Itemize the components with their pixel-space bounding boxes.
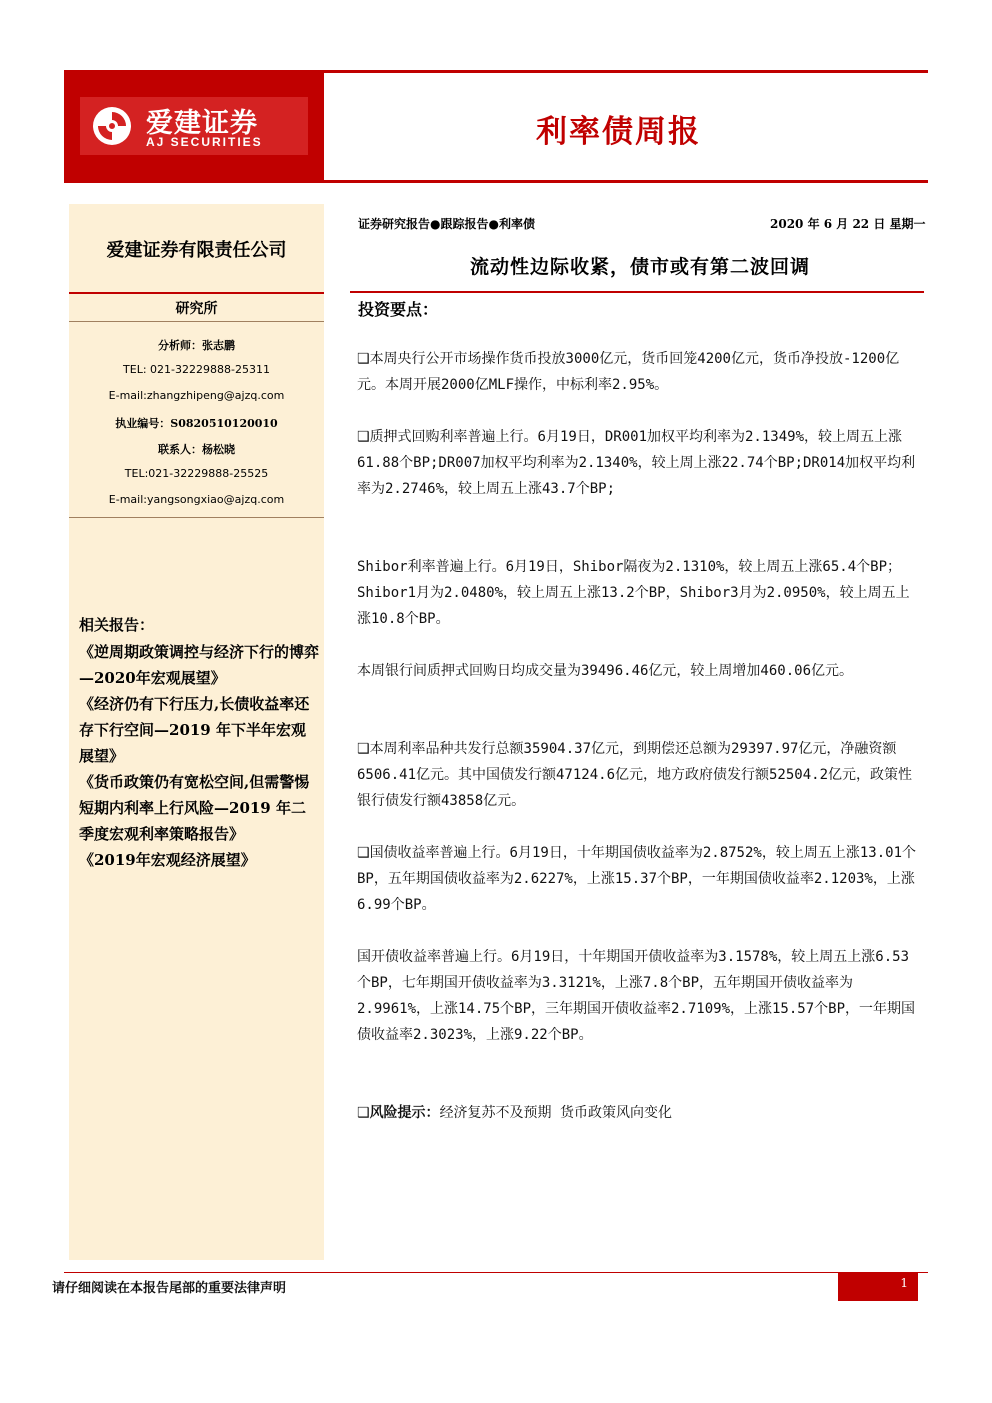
paragraph-repo-rates <box>357 424 917 502</box>
checkbox-bullet-icon: ❑ <box>357 429 370 445</box>
logo-block <box>64 73 324 180</box>
paragraph-text: 国债收益率普遍上行。6月19日，十年期国债收益率为2.8752%，较上周五上涨13.01个BP，五年期国债收益率为2.6227%，上涨15.37个BP，一年期国债收益率2.1203%，上涨6.99个BP。 <box>357 845 916 913</box>
checkbox-bullet-icon: ❑ <box>357 845 370 861</box>
checkbox-bullet-icon: ❑ <box>357 741 370 757</box>
analyst-email: E-mail:zhangzhipeng@ajzq.com <box>108 389 285 402</box>
analyst-phone: TEL: 021-32229888-25311 <box>123 363 270 376</box>
paragraph-risk <box>357 1100 917 1126</box>
header-rule <box>64 180 928 183</box>
related-report-item[interactable]: 《经济仍有下行压力,长债收益率还存下行空间—2019 年下半年宏观展望》 <box>79 695 310 765</box>
paragraph-text: 本周央行公开市场操作货币投放3000亿元，货币回笼4200亿元，货币净投放-1200亿元。本周开展2000亿MLF操作，中标利率2.95%。 <box>357 351 900 393</box>
title-rule <box>350 291 924 293</box>
paragraph-text: 质押式回购利率普遍上行。6月19日，DR001加权平均利率为2.1349%，较上周五上涨61.88个BP;DR007加权平均利率为2.1340%，较上周上涨22.74个BP;DR014加权平均利率为2.2746%，较上周五上涨43.7个BP; <box>357 429 916 497</box>
sidebar-divider <box>69 517 324 518</box>
key-points-heading: 投资要点： <box>358 300 439 319</box>
report-type-title: 利率债周报 <box>536 114 701 150</box>
sidebar <box>69 204 324 1260</box>
checkbox-bullet-icon: ❑ <box>357 351 370 367</box>
footer-rule <box>64 1272 928 1273</box>
contact-email: E-mail:yangsongxiao@ajzq.com <box>108 493 285 506</box>
contact-name: 联系人：杨松晓 <box>158 443 235 456</box>
paragraph-repo-volume <box>357 658 917 684</box>
contact-phone: TEL:021-32229888-25525 <box>124 467 269 480</box>
logo-mark-icon <box>92 106 132 146</box>
report-date: 2020 年 6 月 22 日 星期一 <box>770 217 926 231</box>
paragraph-text: 国开债收益率普遍上行。6月19日，十年期国开债收益率为3.1578%，较上周五上涨6.53个BP，七年期国开债收益率为3.3121%，上涨7.8个BP，五年期国开债收益率为2.9961%，上涨14.75个BP，三年期国开债收益率2.7109%，上涨15.57个BP，一年期国债收益率2.3023%，上涨9.22个BP。 <box>357 949 916 1043</box>
paragraph-text: 本周利率品种共发行总额35904.37亿元，到期偿还总额为29397.97亿元，净融资额6506.41亿元。其中国债发行额47124.6亿元，地方政府债发行额52504.2亿元，政策性银行债发行额43858亿元。 <box>357 741 913 809</box>
sidebar-divider <box>69 321 324 322</box>
checkbox-bullet-icon: ❑ <box>357 1105 370 1121</box>
paragraph-treasury-yields <box>357 840 917 918</box>
logo-chinese-text: 爱建证券 <box>146 108 258 139</box>
paragraph-text: Shibor利率普遍上行。6月19日，Shibor隔夜为2.1310%，较上周五上涨65.4个BP；Shibor1月为2.0480%，较上周五上涨13.2个BP，Shibor3月为2.0950%，较上周五上涨10.8个BP。 <box>357 559 910 627</box>
department-name: 研究所 <box>175 301 218 317</box>
logo-english-text: AJ SECURITIES <box>146 135 263 149</box>
paragraph-issuance <box>357 736 917 814</box>
page-number <box>838 1276 918 1290</box>
related-reports-title: 相关报告： <box>79 616 155 634</box>
company-name: 爱建证券有限责任公司 <box>106 240 287 261</box>
paragraph-cdb-yields <box>357 944 917 1048</box>
related-report-item[interactable]: 《逆周期政策调控与经济下行的博弈—2020年宏观展望》 <box>79 643 320 687</box>
page-number-box <box>838 1272 918 1301</box>
document-title: 流动性边际收紧，债市或有第二波回调 <box>469 256 810 278</box>
risk-text: 经济复苏不及预期 货币政策风向变化 <box>439 1105 672 1121</box>
paragraph-open-market <box>357 346 917 398</box>
license-number: 执业编号：S0820510120010 <box>115 417 278 430</box>
related-report-item[interactable]: 《货币政策仍有宽松空间,但需警惕短期内利率上行风险—2019 年二季度宏观利率策略报告》 <box>79 773 310 843</box>
logo <box>80 97 308 155</box>
paragraph-shibor <box>357 554 917 632</box>
sidebar-divider <box>69 292 324 294</box>
analyst-name: 分析师：张志鹏 <box>158 339 235 352</box>
page-number-text: 1 <box>900 1276 908 1290</box>
related-reports-list <box>79 639 319 873</box>
risk-label: 风险提示： <box>369 1105 440 1121</box>
report-category: 证券研究报告●跟踪报告●利率债 <box>358 217 535 231</box>
paragraph-text: 本周银行间质押式回购日均成交量为39496.46亿元，较上周增加460.06亿元。 <box>357 663 854 679</box>
related-report-item[interactable]: 《2019年宏观经济展望》 <box>79 851 256 869</box>
legal-disclaimer-note: 请仔细阅读在本报告尾部的重要法律声明 <box>52 1281 287 1296</box>
